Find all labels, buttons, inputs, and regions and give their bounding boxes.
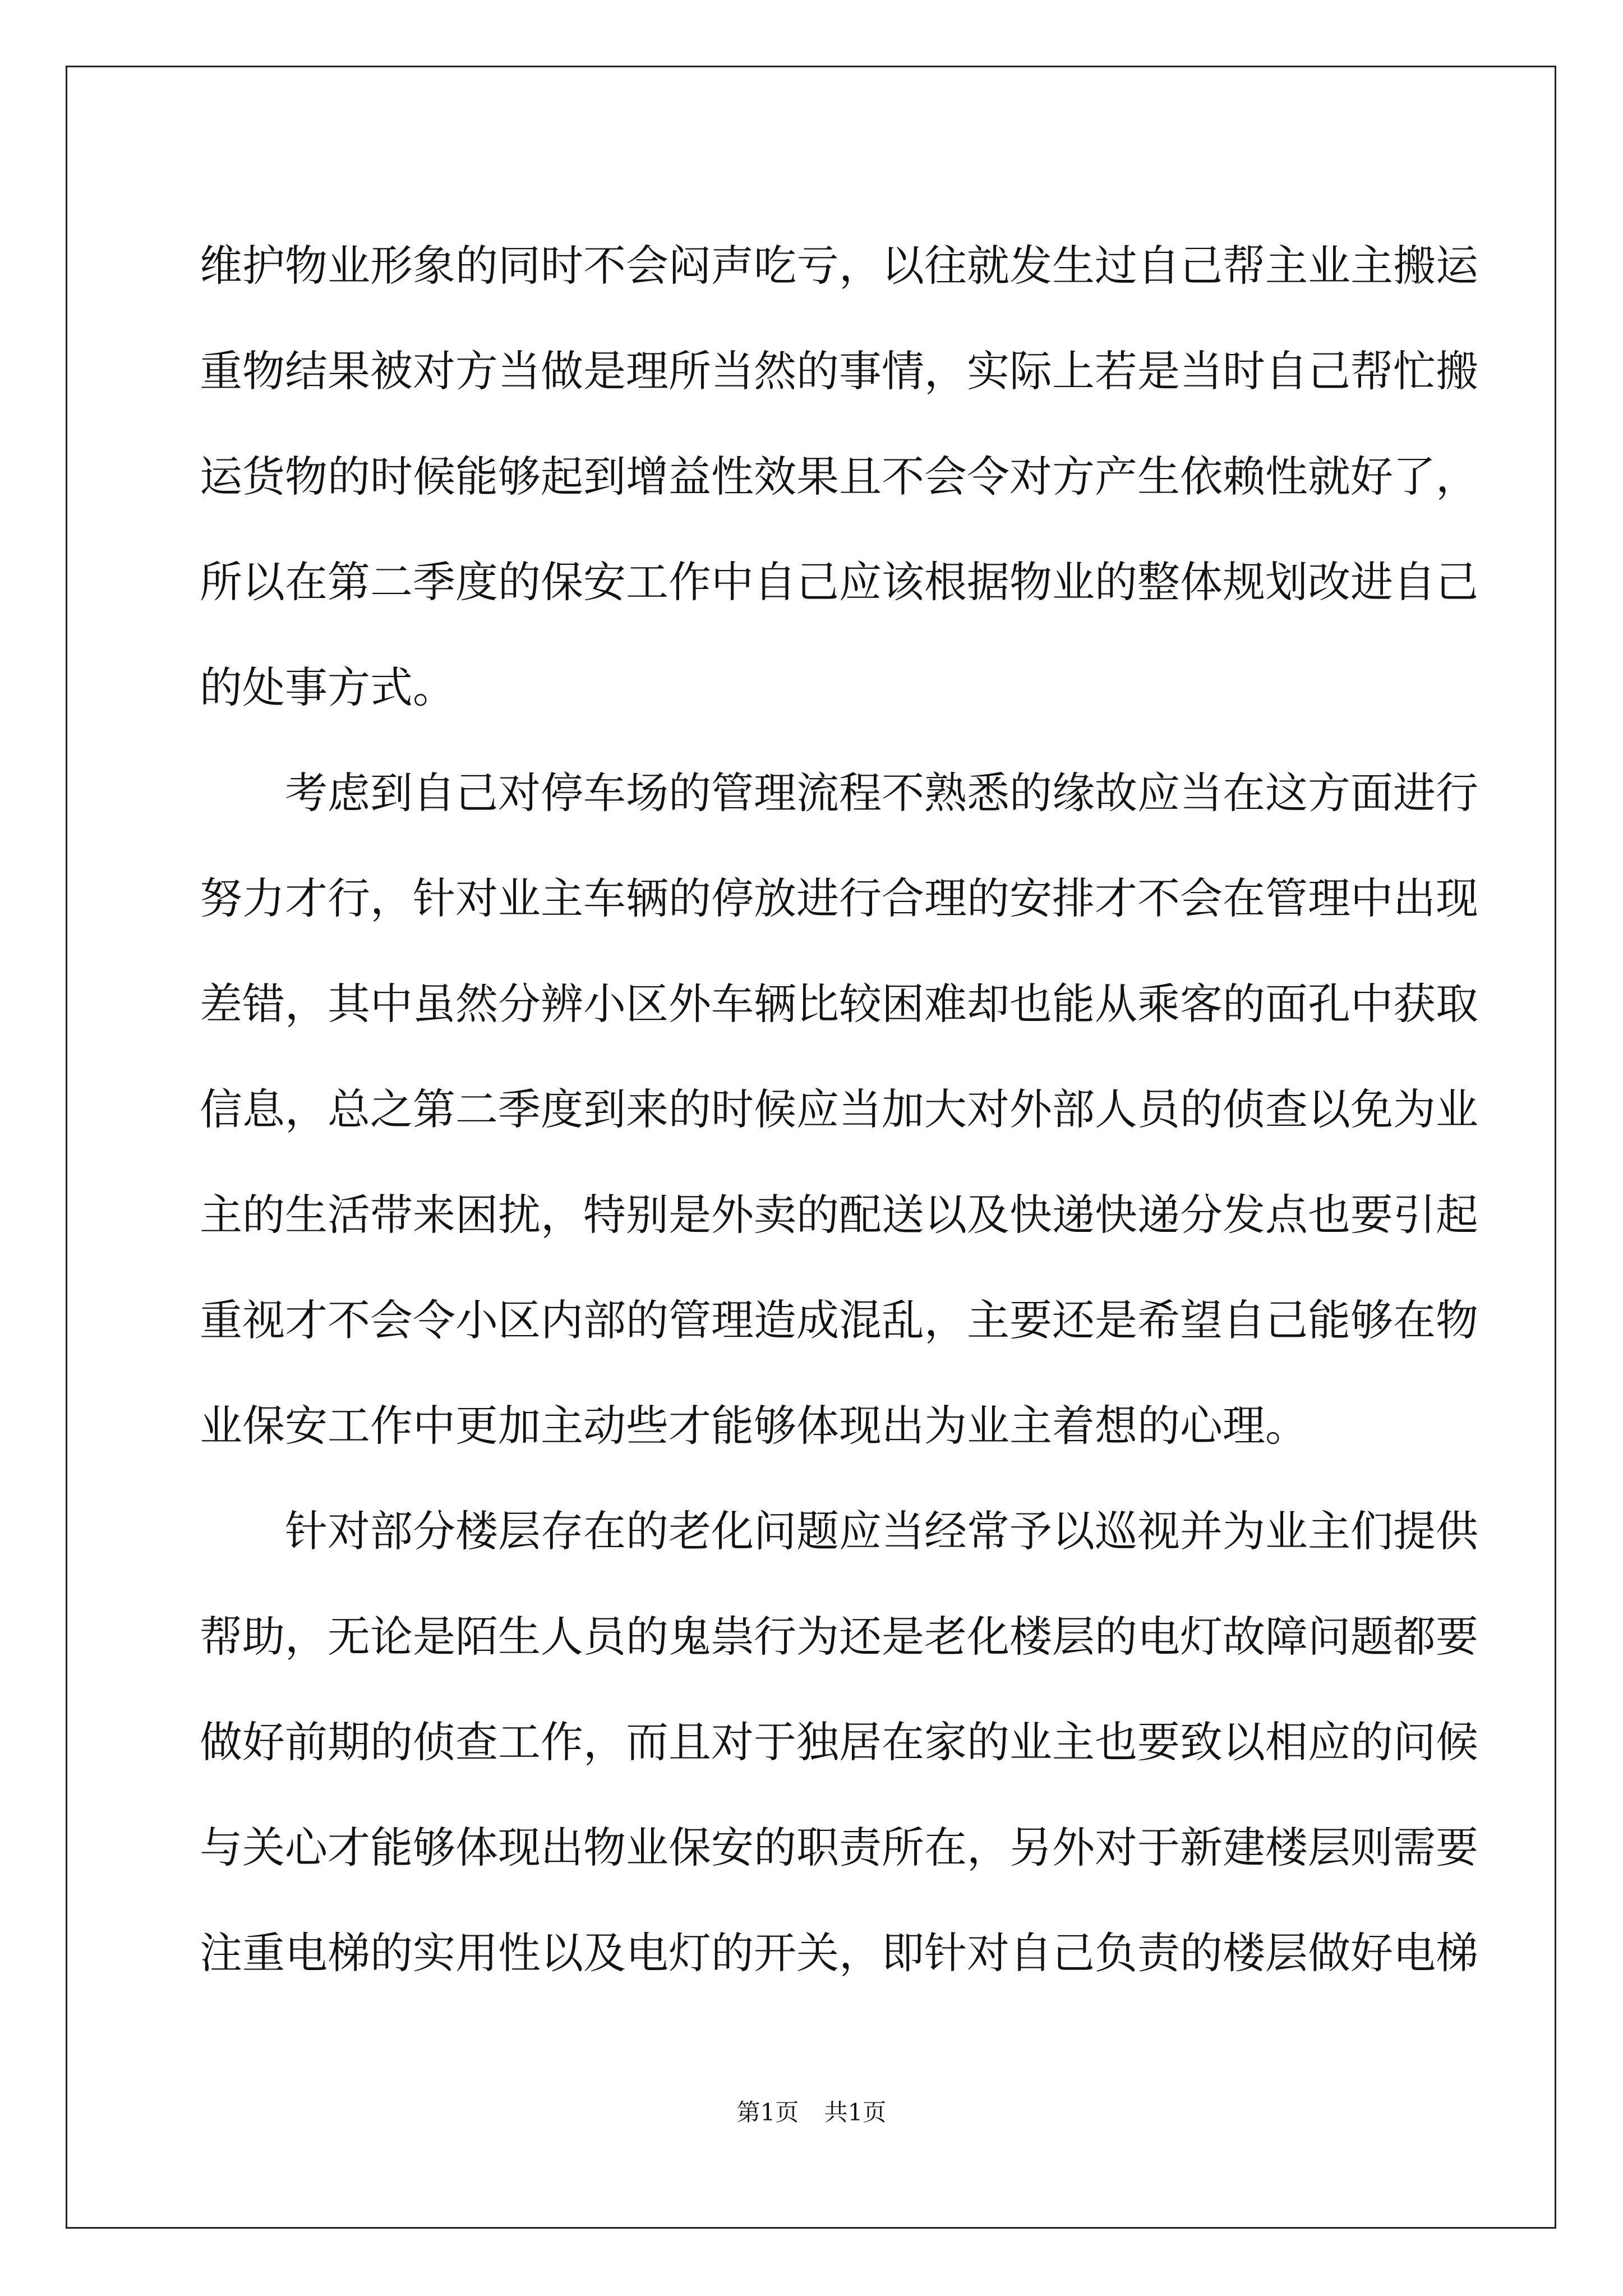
document-body bbox=[200, 213, 1478, 2006]
text-line: 考虑到自己对停车场的管理流程不熟悉的缘故应当在这方面进行 bbox=[285, 768, 1478, 818]
text-line: 的处事方式。 bbox=[200, 662, 455, 712]
current-page-label: 第1页 bbox=[736, 2099, 799, 2126]
text-line: 努力才行，针对业主车辆的停放进行合理的安排才不会在管理中出现 bbox=[200, 873, 1478, 923]
text-line: 信息，总之第二季度到来的时候应当加大对外部人员的侦查以免为业 bbox=[200, 1084, 1478, 1134]
text-line: 与关心才能够体现出物业保安的职责所在，另外对于新建楼层则需要 bbox=[200, 1823, 1478, 1872]
text-line: 差错，其中虽然分辨小区外车辆比较困难却也能从乘客的面孔中获取 bbox=[200, 979, 1478, 1029]
text-line: 注重电梯的实用性以及电灯的开关，即针对自己负责的楼层做好电梯 bbox=[200, 1928, 1478, 1978]
text-line: 主的生活带来困扰，特别是外卖的配送以及快递快递分发点也要引起 bbox=[200, 1190, 1478, 1240]
text-line: 做好前期的侦查工作，而且对于独居在家的业主也要致以相应的问候 bbox=[200, 1717, 1478, 1767]
text-line: 业保安工作中更加主动些才能够体现出为业主着想的心理。 bbox=[200, 1401, 1308, 1451]
text-line: 运货物的时候能够起到增益性效果且不会令对方产生依赖性就好了， bbox=[200, 452, 1478, 501]
total-pages-label: 共1页 bbox=[824, 2099, 887, 2126]
text-line: 维护物业形象的同时不会闷声吃亏，以往就发生过自己帮主业主搬运 bbox=[200, 241, 1478, 291]
text-line: 重视才不会令小区内部的管理造成混乱，主要还是希望自己能够在物 bbox=[200, 1295, 1478, 1345]
text-line: 所以在第二季度的保安工作中自己应该根据物业的整体规划改进自己 bbox=[200, 557, 1478, 607]
text-line: 帮助，无论是陌生人员的鬼祟行为还是老化楼层的电灯故障问题都要 bbox=[200, 1612, 1478, 1662]
page-footer bbox=[0, 2096, 1623, 2129]
text-line: 针对部分楼层存在的老化问题应当经常予以巡视并为业主们提供 bbox=[285, 1506, 1478, 1556]
text-line: 重物结果被对方当做是理所当然的事情，实际上若是当时自己帮忙搬 bbox=[200, 346, 1478, 396]
